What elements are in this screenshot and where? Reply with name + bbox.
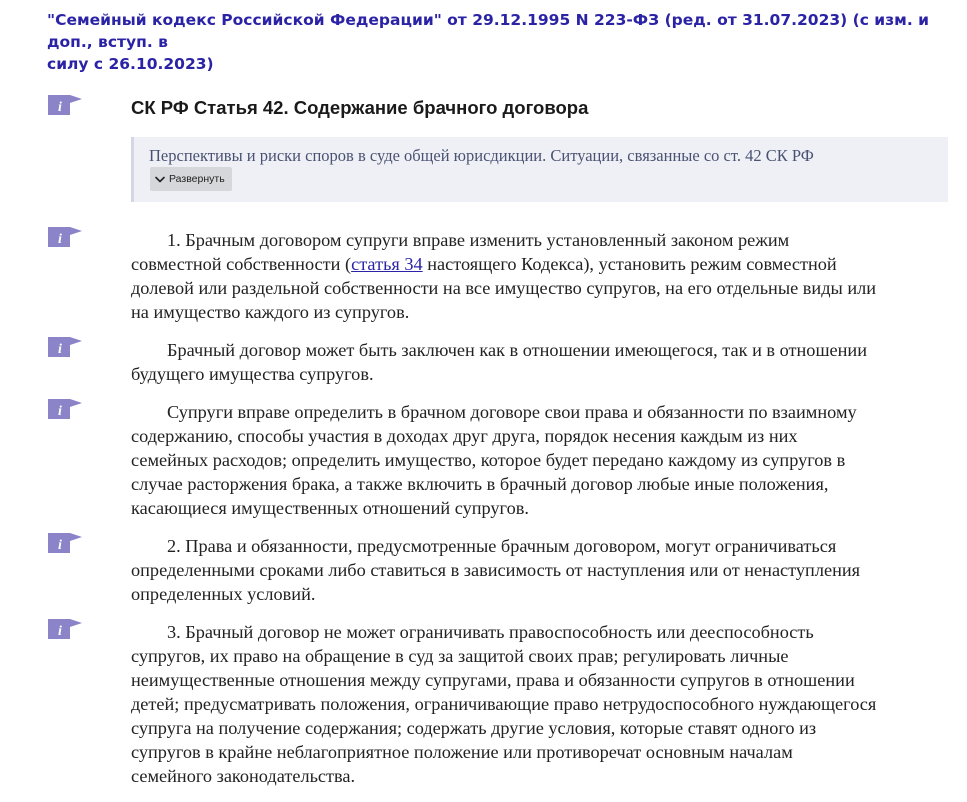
expand-button-label: Развернуть <box>169 173 225 185</box>
paragraph-line: семейного законодательства. <box>131 766 356 786</box>
paragraph-line: детей; предусматривать положения, ограничивающие право нетрудоспособного нуждающегося <box>131 694 877 714</box>
paragraph-1 <box>131 228 951 324</box>
paragraph-line: семейных расходов; определить имущество, которое будет передано каждому из супругов в <box>131 450 846 470</box>
paragraph-line: будущего имущества супругов. <box>131 364 374 384</box>
article-34-link[interactable]: статья 34 <box>351 254 423 274</box>
document-title-line1: "Семейный кодекс Российской Федерации" от 29.12.1995 N 223-ФЗ (ред. от 31.07.2023) (с изм. и доп., вступ. в <box>47 11 929 51</box>
info-comment-icon[interactable] <box>48 95 82 115</box>
paragraph-line: определенными сроками либо ставиться в зависимость от наступления или от ненаступления <box>131 560 861 580</box>
svg-text:i: i <box>58 538 62 553</box>
paragraph-line: случае расторжения брака, а также включить в брачный договор любые иные положения, <box>131 474 829 494</box>
paragraph-line: супругов, их право на обращение в суд за защитой своих прав; регулировать личные <box>131 646 789 666</box>
paragraph-text: совместной собственности ( <box>131 254 352 274</box>
paragraph-line: неимущественные отношения между супругами, права и обязанности супругов в отношении <box>131 670 855 690</box>
paragraph-4 <box>131 534 951 606</box>
paragraph-line: Супруги вправе определить в брачном договоре свои права и обязанности по взаимному <box>167 402 857 422</box>
paragraph-line: 2. Права и обязанности, предусмотренные брачным договором, могут ограничиваться <box>167 536 837 556</box>
svg-text:i: i <box>58 232 62 247</box>
paragraph-text: настоящего Кодекса), установить режим совместной <box>422 254 837 274</box>
svg-text:i: i <box>58 342 62 357</box>
info-comment-icon[interactable] <box>48 337 82 357</box>
info-comment-icon[interactable] <box>48 227 82 247</box>
paragraph-line: супругов в крайне неблагоприятное положение или противоречат основным началам <box>131 742 793 762</box>
info-comment-icon[interactable] <box>48 399 82 419</box>
article-title: СК РФ Статья 42. Содержание брачного договора <box>131 97 589 118</box>
court-risks-box <box>131 137 948 202</box>
paragraph-line: долевой или раздельной собственности на все имущество супругов, на его отдельные виды или <box>131 278 877 298</box>
paragraph-line: касающиеся имущественных отношений супругов. <box>131 498 529 518</box>
paragraph-line: на имущество каждого из супругов. <box>131 302 410 322</box>
paragraph-5 <box>131 620 951 788</box>
paragraph-2 <box>131 338 951 386</box>
paragraph-line: содержанию, способы участия в доходах друг друга, порядок несения каждым из них <box>131 426 798 446</box>
paragraph-line: Брачный договор может быть заключен как в отношении имеющегося, так и в отношении <box>167 340 867 360</box>
chevron-down-icon <box>155 176 165 183</box>
document-title-link[interactable] <box>47 9 962 75</box>
info-comment-icon[interactable] <box>48 533 82 553</box>
paragraph-line: определенных условий. <box>131 584 316 604</box>
svg-text:i: i <box>58 404 62 419</box>
paragraph-line: супруга на получение содержания; содержать другие условия, которые ставят одного из <box>131 718 817 738</box>
svg-text:i: i <box>58 100 62 115</box>
paragraph-line: 1. Брачным договором супруги вправе изменить установленный законом режим <box>167 230 790 250</box>
expand-button[interactable] <box>150 167 232 191</box>
court-risks-text: Перспективы и риски споров в суде общей юрисдикции. Ситуации, связанные со ст. 42 СК РФ <box>149 146 814 165</box>
document-title-line2: силу с 26.10.2023) <box>47 55 214 73</box>
paragraph-line <box>131 252 951 276</box>
svg-text:i: i <box>58 624 62 639</box>
paragraph-3 <box>131 400 951 520</box>
paragraph-line: 3. Брачный договор не может ограничивать правоспособность или дееспособность <box>167 622 814 642</box>
info-comment-icon[interactable] <box>48 619 82 639</box>
